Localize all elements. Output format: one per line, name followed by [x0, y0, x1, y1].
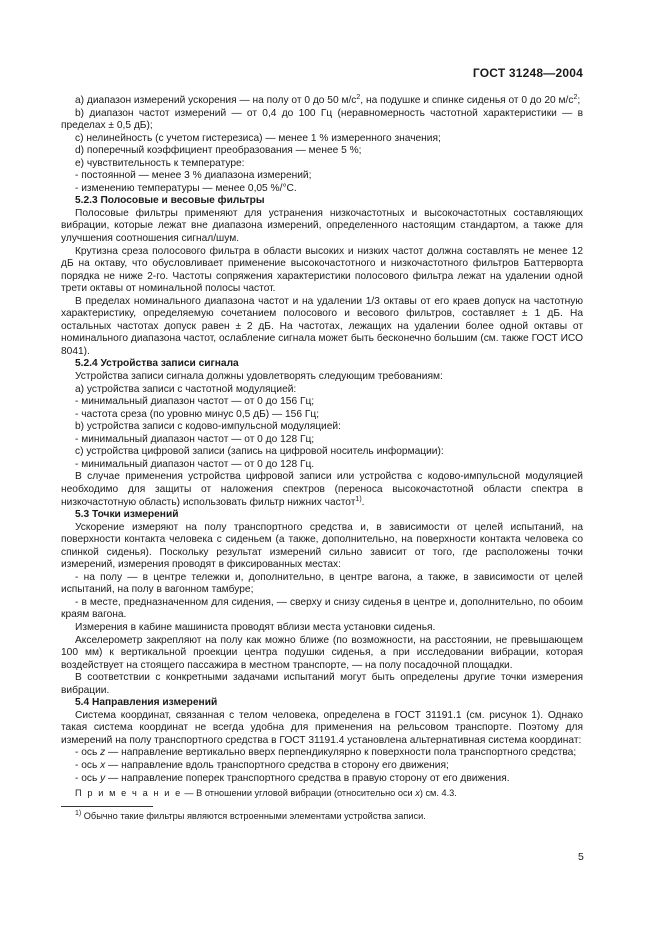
paragraph: Устройства записи сигнала должны удовлетворять следующим требованиям: [75, 371, 443, 383]
paragraph: Ускорение измеряют на полу транспортного средства и, в зависимости от целей испытаний, на поверхности контакта человека с сиденьем (а также, дополнительно, на поверхности контакта человека со спинкой сиденья). Поскольку результат измерений сильно зависит от того, где расположены точки измерений, измерения проводят в фиксированных местах: [61, 521, 583, 571]
list-item-axis-z [61, 747, 583, 760]
section-heading-5-2-3: 5.2.3 Полосовые и весовые фильтры [75, 195, 265, 207]
list-subitem: - минимальный диапазон частот — от 0 до 128 Гц; [75, 433, 315, 445]
text-span: - ось [75, 772, 101, 784]
axis-variable: x [100, 759, 106, 771]
section-heading-5-4: 5.4 Направления измерений [75, 697, 218, 709]
spec-subitem: - постоянной — менее 3 % диапазона измерений; [75, 170, 312, 182]
page-body [61, 95, 583, 822]
list-subitem: - минимальный диапазон частот — от 0 до 128 Гц. [75, 458, 315, 470]
list-item-axis-y [61, 773, 583, 786]
list-item-axis-x [61, 760, 583, 773]
text-span: , на подушке и спинке сиденья от 0 до 20 м/с [360, 95, 574, 106]
footnote-marker: 1) [75, 810, 82, 818]
paragraph: Система координат, связанная с телом человека, определена в ГОСТ 31191.1 (см. рисунок 1). Однако такая система координат не всегда удобна для применения на рельсовом транспорте. Поэтому для измерений на полу транспортного средства в ГОСТ 31191.4 установлена альтернативная система координат: [61, 709, 583, 746]
superscript: 2 [356, 94, 361, 101]
list-item: c) устройства цифровой записи (запись на цифровой носитель информации): [75, 446, 444, 458]
paragraph: Акселерометр закрепляют на полу как можно ближе (по возможности, на расстоянии, не превышающем 100 мм) к вертикальной проекции центра подушки сиденья, а при исследовании вибрации, которая воздействует на стоящего пассажира в местном транспорте, — на полу посадочной площадки. [61, 634, 583, 671]
paragraph: Крутизна среза полосового фильтра в области высоких и низких частот должна составлять не менее 12 дБ на октаву, что обусловливает применение высокочастотного и низкочастотного фильтров Баттерворта порядка не ниже 2-го. Частоты сопряжения характеристики полосового фильтра лежат на удалении одной трети октавы от номинальной полосы частот. [61, 245, 583, 295]
text-span: — направление вдоль транспортного средства в сторону его движения; [105, 759, 449, 771]
text-span: ) см. 4.3. [419, 788, 457, 799]
spec-item-a [61, 95, 583, 108]
text-span: — направление вертикально вверх перпендикулярно к поверхности пола транспортного средства; [105, 747, 577, 759]
axis-variable: x [415, 788, 420, 799]
text-span: . [361, 496, 365, 508]
paragraph: Полосовые фильтры применяют для устранения низкочастотных и высокочастотных составляющих вибрации, которые лежат вне диапазона измерений, определенного настоящим стандартом, а также для улучшения соотношения сигнал/шум. [61, 207, 583, 245]
list-subitem: - минимальный диапазон частот — от 0 до 156 Гц; [75, 396, 315, 408]
text-span: - ось [75, 759, 101, 771]
paragraph [61, 471, 583, 509]
paragraph: В пределах номинального диапазона частот и на удалении 1/3 октавы от его краев допуск на частотную характеристику, определяемую сочетанием полосового и весового фильтров, составляет ± 1 дБ. На остальных частотах допуск равен ± 2 дБ. На частотах, лежащих на удалении более одной октавы от номинального диапазона частот, ослабление сигнала может быть бесконечно большим (см. также ГОСТ ИСО 8041). [61, 295, 583, 357]
list-subitem: - частота среза (по уровню минус 0,5 дБ) — 156 Гц; [75, 408, 320, 420]
paragraph: В соответствии с конкретными задачами испытаний могут быть определены другие точки измерения вибрации. [61, 672, 583, 696]
superscript: 2 [573, 94, 578, 101]
note [61, 787, 583, 799]
spec-item-c: c) нелинейность (с учетом гистерезиса) — менее 1 % измеренного значения; [75, 132, 441, 144]
paragraph: Измерения в кабине машиниста проводят вблизи места установки сиденья. [75, 621, 436, 633]
text-span: — В отношении угловой вибрации (относительно оси [181, 788, 416, 799]
footnote [61, 810, 583, 822]
list-item: a) устройства записи с частотной модуляцией: [75, 383, 297, 395]
footnote-ref: 1) [355, 495, 362, 503]
text-span: В случае применения устройства цифровой записи или устройства с кодово-импульсной модуляцией необходимо для защиты от наложения спектров (переноса высокочастотной области спектра в низкочастотную область) использовать фильтр нижних частот [61, 471, 583, 508]
footnote-text: Обычно такие фильтры являются встроенными элементами устройства записи. [81, 811, 426, 822]
document-code: ГОСТ 31248—2004 [472, 66, 583, 80]
spec-subitem: - изменению температуры — менее 0,05 %/°С. [75, 182, 297, 194]
note-label: П р и м е ч а н и е [75, 788, 182, 799]
axis-variable: z [100, 747, 106, 759]
text-span: - ось [75, 747, 101, 759]
axis-variable: y [100, 772, 106, 784]
spec-item-d: d) поперечный коэффициент преобразования — менее 5 %; [75, 145, 362, 157]
section-heading-5-3: 5.3 Точки измерений [75, 509, 179, 521]
list-item: - в месте, предназначенном для сидения, — сверху и снизу сиденья в центре и, дополнительно, по обоим краям вагона. [61, 596, 583, 621]
spec-item-e: e) чувствительность к температуре: [75, 157, 245, 169]
section-heading-5-2-4: 5.2.4 Устройства записи сигнала [75, 358, 239, 370]
spec-item-b: b) диапазон частот измерений — от 0,4 до 100 Гц (неравномерность частотной характеристики — в пределах ± 0,5 дБ); [61, 107, 583, 132]
page-number: 5 [578, 851, 584, 863]
text-span: a) диапазон измерений ускорения — на полу от 0 до 50 м/с [75, 95, 357, 106]
footnote-divider [61, 806, 153, 807]
list-item: - на полу — в центре тележки и, дополнительно, в центре вагона, а также, в зависимости от целей испытаний, на полу в вагонном тамбуре; [61, 571, 583, 596]
text-span: ; [577, 95, 581, 106]
list-item: b) устройства записи с кодово-импульсной модуляцией: [75, 421, 341, 433]
text-span: — направление поперек транспортного средства в правую сторону от его движения. [105, 772, 510, 784]
